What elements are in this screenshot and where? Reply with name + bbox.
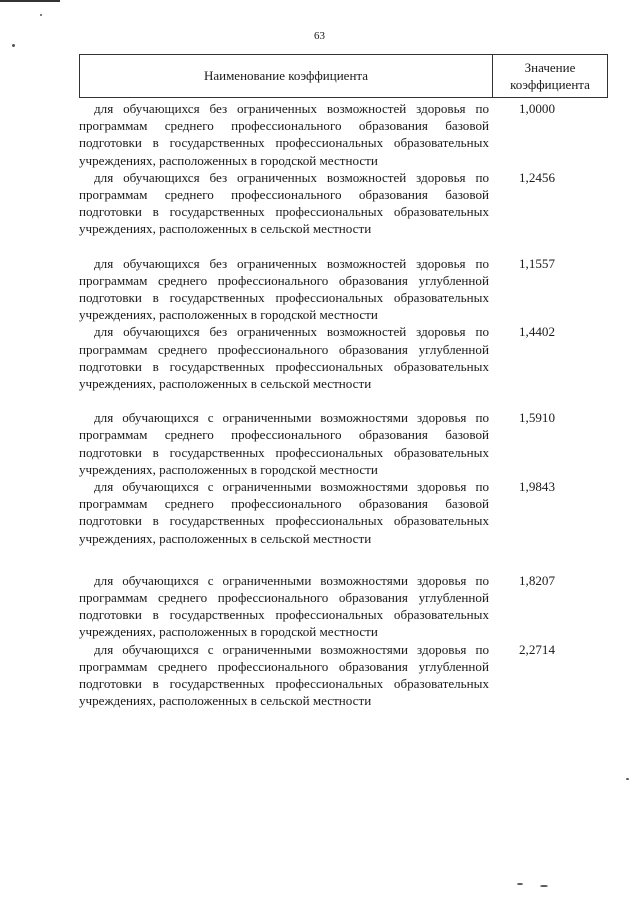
coefficient-value: 1,4402 (519, 324, 556, 340)
header-coefficient-value (493, 55, 607, 97)
coefficient-description: для обучающихся без ограниченных возможностей здоровья по программам среднего профессионального образования углубленной подготовки в государственных профессиональных образовательных учреждениях, расположенных в городской местности (79, 255, 489, 323)
scan-speck (12, 44, 15, 47)
header-value-line2: коэффициента (510, 77, 590, 92)
coefficient-value: 1,5910 (519, 410, 556, 426)
page-number: 63 (314, 30, 325, 42)
table-row (79, 169, 608, 238)
coefficient-description: для обучающихся без ограниченных возможностей здоровья по программам среднего профессионального образования базовой подготовки в государственных профессиональных образовательных учреждениях, расположенных в сельской местности (79, 169, 489, 237)
table-row (79, 572, 608, 641)
table-row (79, 478, 608, 547)
scan-speck (626, 778, 629, 780)
table-row (79, 255, 608, 324)
scan-edge-mark (0, 0, 60, 2)
coefficient-description: для обучающихся с ограниченными возможностями здоровья по программам среднего профессионального образования базовой подготовки в государственных профессиональных образовательных учреждениях, расположенных в городской местности (79, 410, 489, 477)
coefficient-description: для обучающихся с ограниченными возможностями здоровья по программам среднего профессионального образования базовой подготовки в государственных профессиональных образовательных учреждениях, расположенных в сельской местности (79, 479, 489, 546)
coefficient-value: 1,2456 (519, 169, 556, 185)
coefficient-value: 1,1557 (519, 255, 556, 271)
coefficient-value: 1,8207 (519, 572, 556, 588)
table-header (79, 54, 608, 98)
coefficient-value: 1,0000 (519, 101, 556, 116)
coefficient-table-body (79, 100, 608, 710)
table-row (79, 323, 608, 392)
coefficient-description: для обучающихся с ограниченными возможностями здоровья по программам среднего профессионального образования углубленной подготовки в государственных профессиональных образовательных учреждениях, расположенных в городской местности (79, 572, 489, 640)
scan-speck (40, 14, 42, 16)
header-coefficient-name: Наименование коэффициента (80, 55, 493, 97)
scan-speck (540, 885, 548, 887)
coefficient-description: для обучающихся без ограниченных возможностей здоровья по программам среднего профессионального образования углубленной подготовки в государственных профессиональных образовательных учреждениях, расположенных в сельской местности (79, 324, 489, 392)
table-row (79, 641, 608, 710)
coefficient-description: для обучающихся с ограниченными возможностями здоровья по программам среднего профессионального образования углубленной подготовки в государственных профессиональных образовательных учреждениях, расположенных в сельской местности (79, 641, 489, 709)
header-value-line1: Значение (524, 60, 576, 75)
coefficient-value: 1,9843 (519, 479, 556, 495)
table-row (79, 409, 608, 478)
table-row (79, 100, 608, 169)
scan-speck (517, 883, 523, 885)
coefficient-value: 2,2714 (519, 641, 556, 657)
coefficient-description: для обучающихся без ограниченных возможностей здоровья по программам среднего профессионального образования базовой подготовки в государственных профессиональных образовательных учреждениях, расположенных в городской местности (79, 101, 489, 168)
